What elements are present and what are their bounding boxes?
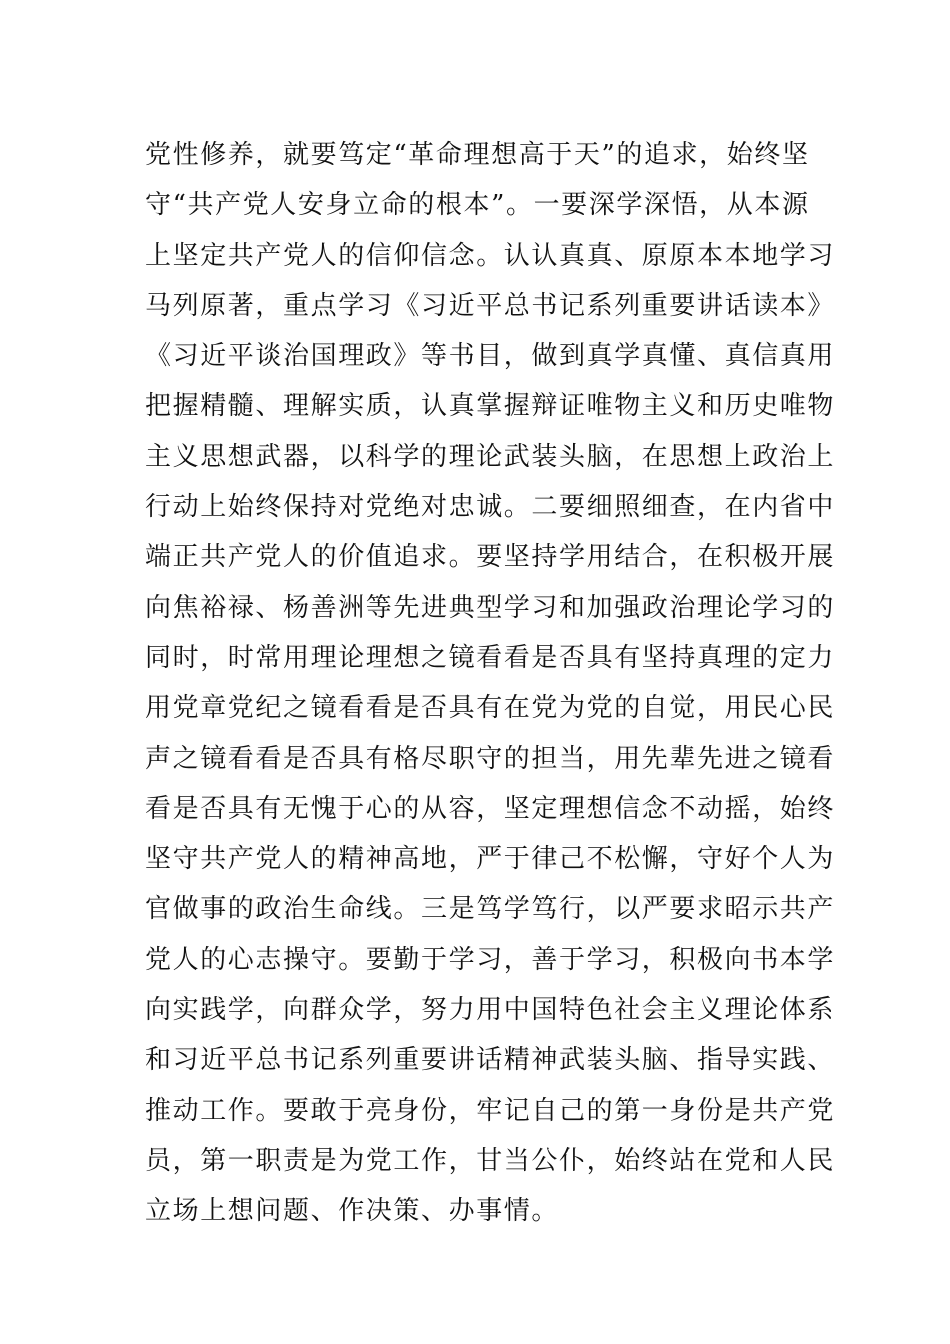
- text-line: 声之镜看看是否具有格尽职守的担当，用先辈先进之镜看: [145, 743, 836, 774]
- text-line: 员，第一职责是为党工作，甘当公仆，始终站在党和人民: [145, 1145, 836, 1176]
- text-line: 端正共产党人的价值追求。要坚持学用结合，在积极开展: [145, 542, 836, 573]
- text-line: 党人的心志操守。要勤于学习，善于学习，积极向书本学: [145, 944, 836, 975]
- text-line: 坚守共产党人的精神高地，严于律己不松懈，守好个人为: [145, 844, 836, 875]
- body-paragraph: [145, 130, 836, 1237]
- text-line: 马列原著，重点学习《习近平总书记系列重要讲话读本》: [145, 290, 836, 321]
- text-line: 守“共产党人安身立命的根本”。一要深学深悟，从本源: [145, 190, 810, 221]
- text-line: 《习近平谈治国理政》等书目，做到真学真懂、真信真用: [145, 341, 836, 372]
- text-line: 和习近平总书记系列重要讲话精神武装头脑、指导实践、: [145, 1045, 836, 1076]
- text-line: 党性修养，就要笃定“革命理想高于天”的追求，始终坚: [145, 140, 810, 170]
- text-line: 上坚定共产党人的信仰信念。认认真真、原原本本地学习: [145, 240, 836, 271]
- text-line: 推动工作。要敢于亮身份，牢记自己的第一身份是共产党: [145, 1095, 836, 1126]
- text-line: 行动上始终保持对党绝对忠诚。二要细照细查，在内省中: [145, 492, 836, 523]
- text-line: 用党章党纪之镜看看是否具有在党为党的自觉，用民心民: [145, 693, 836, 724]
- text-line: 官做事的政治生命线。三是笃学笃行，以严要求昭示共产: [145, 894, 836, 925]
- text-line: 看是否具有无愧于心的从容，坚定理想信念不动摇，始终: [145, 793, 836, 824]
- text-line: 向实践学，向群众学，努力用中国特色社会主义理论体系: [145, 995, 836, 1026]
- text-line: 同时，时常用理论理想之镜看看是否具有坚持真理的定力: [145, 642, 836, 673]
- text-line: 立场上想问题、作决策、办事情。: [145, 1196, 560, 1227]
- text-line: 把握精髓、理解实质，认真掌握辩证唯物主义和历史唯物: [145, 391, 836, 422]
- text-line: 向焦裕禄、杨善洲等先进典型学习和加强政治理论学习的: [145, 592, 836, 623]
- text-line: 主义思想武器，以科学的理论武装头脑，在思想上政治上: [145, 441, 836, 472]
